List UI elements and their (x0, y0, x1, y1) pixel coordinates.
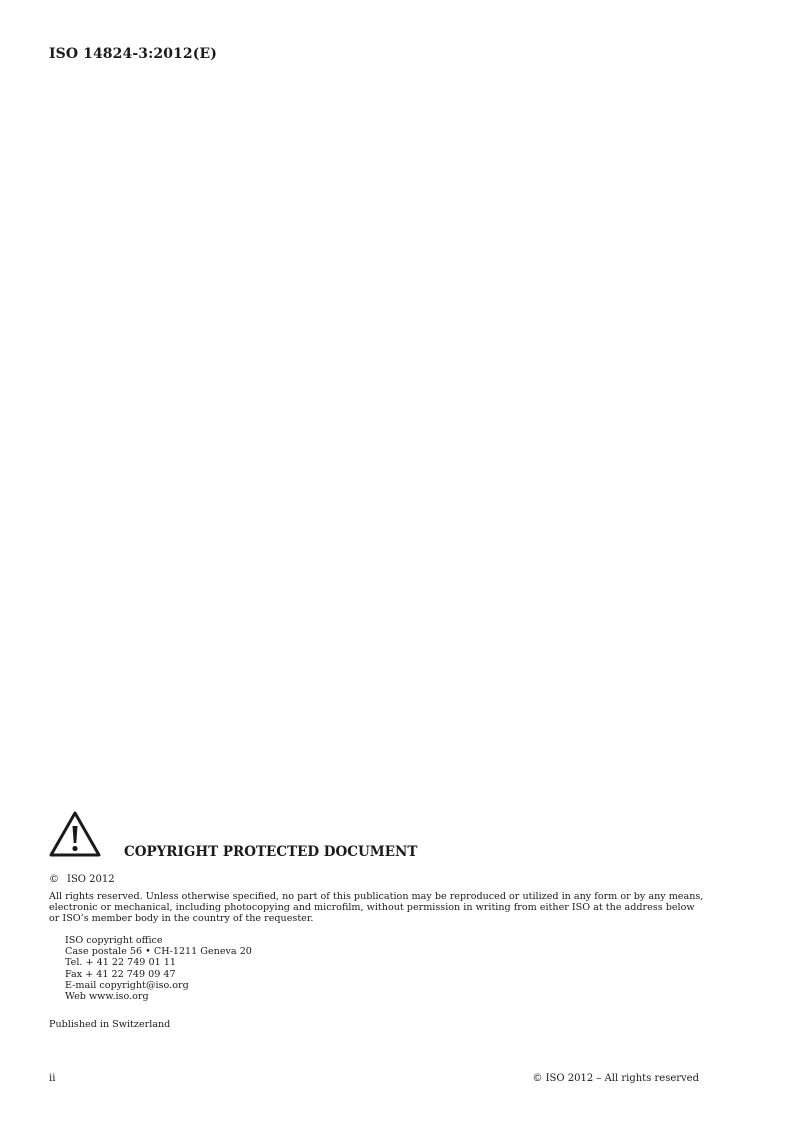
copyright-symbol: © (49, 874, 59, 885)
footer-page-number: ii (49, 1073, 56, 1084)
copyright-year-text: ISO 2012 (67, 874, 115, 885)
copyright-office-address (65, 935, 252, 1002)
postal-address: Case postale 56 • CH-1211 Geneva 20 (65, 946, 252, 958)
email-address: E-mail copyright@iso.org (65, 979, 189, 991)
web-address: Web www.iso.org (65, 991, 149, 1003)
copyright-warning-heading: COPYRIGHT PROTECTED DOCUMENT (124, 844, 418, 860)
fax-number: Fax + 41 22 749 09 47 (65, 968, 176, 980)
copyright-year-line (49, 874, 115, 885)
telephone-number: Tel. + 41 22 749 01 11 (65, 957, 176, 969)
office-name: ISO copyright office (65, 935, 163, 946)
copyright-warning-block (48, 810, 708, 860)
footer-copyright: © ISO 2012 – All rights reserved (532, 1073, 699, 1084)
document-id-header: ISO 14824-3:2012(E) (49, 46, 217, 62)
published-location: Published in Switzerland (49, 1019, 171, 1030)
warning-triangle-icon (48, 810, 102, 858)
rights-reserved-paragraph: All rights reserved. Unless otherwise specified, no part of this publication may be reproduced or utilized in any form or by any means, electronic or mechanical, including photocopying and microfilm, without permission in writing from either ISO at the address below or ISO’s member body in the country of the requester. (49, 891, 704, 924)
